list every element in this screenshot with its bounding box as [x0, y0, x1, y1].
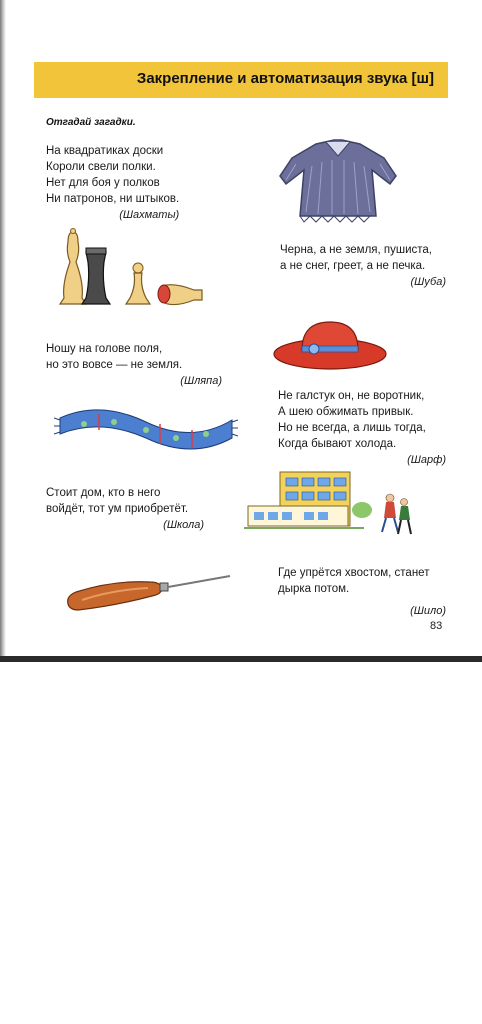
riddle-line: Стоит дом, кто в него — [46, 487, 161, 499]
riddle-awl — [278, 565, 446, 619]
riddle-line: На квадратиках доски — [46, 145, 164, 157]
riddle-line: Короли свели полки. — [46, 161, 156, 173]
page-bottom-edge — [0, 656, 482, 662]
section-label: Отгадай загадки. — [46, 117, 136, 128]
riddle-scarf — [278, 388, 446, 468]
riddle-line: войдёт, тот ум приобретёт. — [46, 503, 189, 515]
riddle-line: дырка потом. — [278, 583, 350, 595]
school-icon — [244, 468, 416, 540]
hat-icon — [272, 316, 388, 372]
riddle-line: но это вовсе — не земля. — [46, 359, 183, 371]
awl-icon — [62, 570, 234, 614]
riddle-answer: (Шарф) — [407, 454, 446, 466]
riddle-answer: (Шуба) — [410, 276, 446, 288]
riddle-coat — [280, 242, 446, 290]
riddle-line: Где упрётся хвостом, станет — [278, 567, 430, 579]
riddle-hat — [46, 341, 222, 389]
riddle-line: Нет для боя у полков — [46, 177, 160, 189]
page-title: Закрепление и автоматизация звука [ш] — [136, 70, 434, 87]
page-edge-shadow — [0, 0, 6, 662]
riddle-line: Черна, а не земля, пушиста, — [280, 244, 433, 256]
riddle-line: Но не всегда, а лишь тогда, — [278, 422, 426, 434]
chess-pieces-icon — [54, 228, 210, 312]
riddle-answer: (Шило) — [410, 605, 446, 617]
riddle-line: Не галстук он, не воротник, — [278, 390, 425, 402]
page-number: 83 — [430, 620, 443, 632]
riddle-chess — [46, 143, 179, 223]
riddle-school — [46, 485, 204, 533]
riddle-answer: (Шляпа) — [180, 375, 222, 387]
riddle-answer: (Школа) — [163, 519, 204, 531]
scarf-icon — [54, 400, 238, 452]
header-banner — [34, 62, 448, 98]
riddle-line: а не снег, греет, а не печка. — [280, 260, 426, 272]
riddle-line: А шею обжимать привык. — [278, 406, 414, 418]
riddle-answer: (Шахматы) — [119, 209, 180, 221]
riddle-line: Ношу на голове поля, — [46, 343, 163, 355]
fur-coat-icon — [276, 136, 400, 224]
riddle-line: Ни патронов, ни штыков. — [46, 193, 180, 205]
riddle-line: Когда бывают холода. — [278, 438, 397, 450]
